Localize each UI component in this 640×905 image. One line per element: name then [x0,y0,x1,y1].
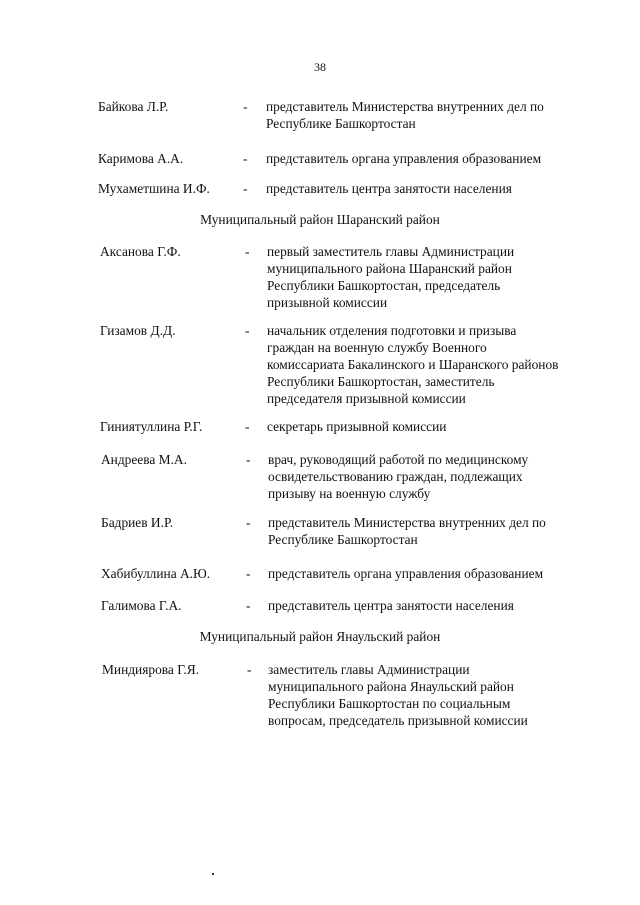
member-name: Хабибуллина А.Ю. [101,566,211,581]
member-role: заместитель главы Администрации муниципального района Янаульский район Республики Башкортостан по социальным вопросам, председатель призывной комиссии [268,662,528,728]
member-name: Бадриев И.Р. [101,515,174,530]
separator-dash: - [246,452,251,467]
section-heading: Муниципальный район Янаульский район [199,629,441,644]
member-role: первый заместитель главы Администрации муниципального района Шаранский район Республики Башкортостан, председатель призывной комиссии [267,244,515,310]
separator-dash: - [246,515,251,530]
separator-dash: - [247,662,252,677]
member-name: Мухаметшина И.Ф. [98,181,210,196]
member-role: представитель Министерства внутренних дел по Республике Башкортостан [266,99,544,131]
member-role: представитель центра занятости населения [268,598,514,613]
member-name: Аксанова Г.Ф. [100,244,181,259]
member-name: Байкова Л.Р. [98,99,169,114]
separator-dash: - [243,151,248,166]
member-role: начальник отделения подготовки и призыва граждан на военную службу Военного комиссариата Бакалинского и Шаранского районов Республики Башкортостан, заместитель председателя призывной комиссии [267,323,559,406]
member-role: представитель центра занятости населения [266,181,512,196]
member-name: Гизамов Д.Д. [100,323,176,338]
stray-dot [212,873,214,875]
member-role: представитель органа управления образованием [268,566,544,581]
member-role: секретарь призывной комиссии [267,419,447,434]
member-role: представитель органа управления образованием [266,151,542,166]
member-name: Миндиярова Г.Я. [102,662,200,677]
separator-dash: - [243,99,248,114]
member-name: Каримова А.А. [98,151,184,166]
member-name: Андреева М.А. [101,452,187,467]
separator-dash: - [246,566,251,581]
page-number: 38 [314,60,326,74]
separator-dash: - [245,244,250,259]
member-name: Гиниятуллина Р.Г. [100,419,203,434]
member-name: Галимова Г.А. [101,598,182,613]
member-role: представитель Министерства внутренних дел по Республике Башкортостан [268,515,546,547]
separator-dash: - [243,181,248,196]
section-heading: Муниципальный район Шаранский район [200,212,440,227]
separator-dash: - [245,419,250,434]
separator-dash: - [245,323,250,338]
member-role: врач, руководящий работой по медицинскому освидетельствованию граждан, подлежащих призыву на военную службу [268,452,529,501]
separator-dash: - [246,598,251,613]
